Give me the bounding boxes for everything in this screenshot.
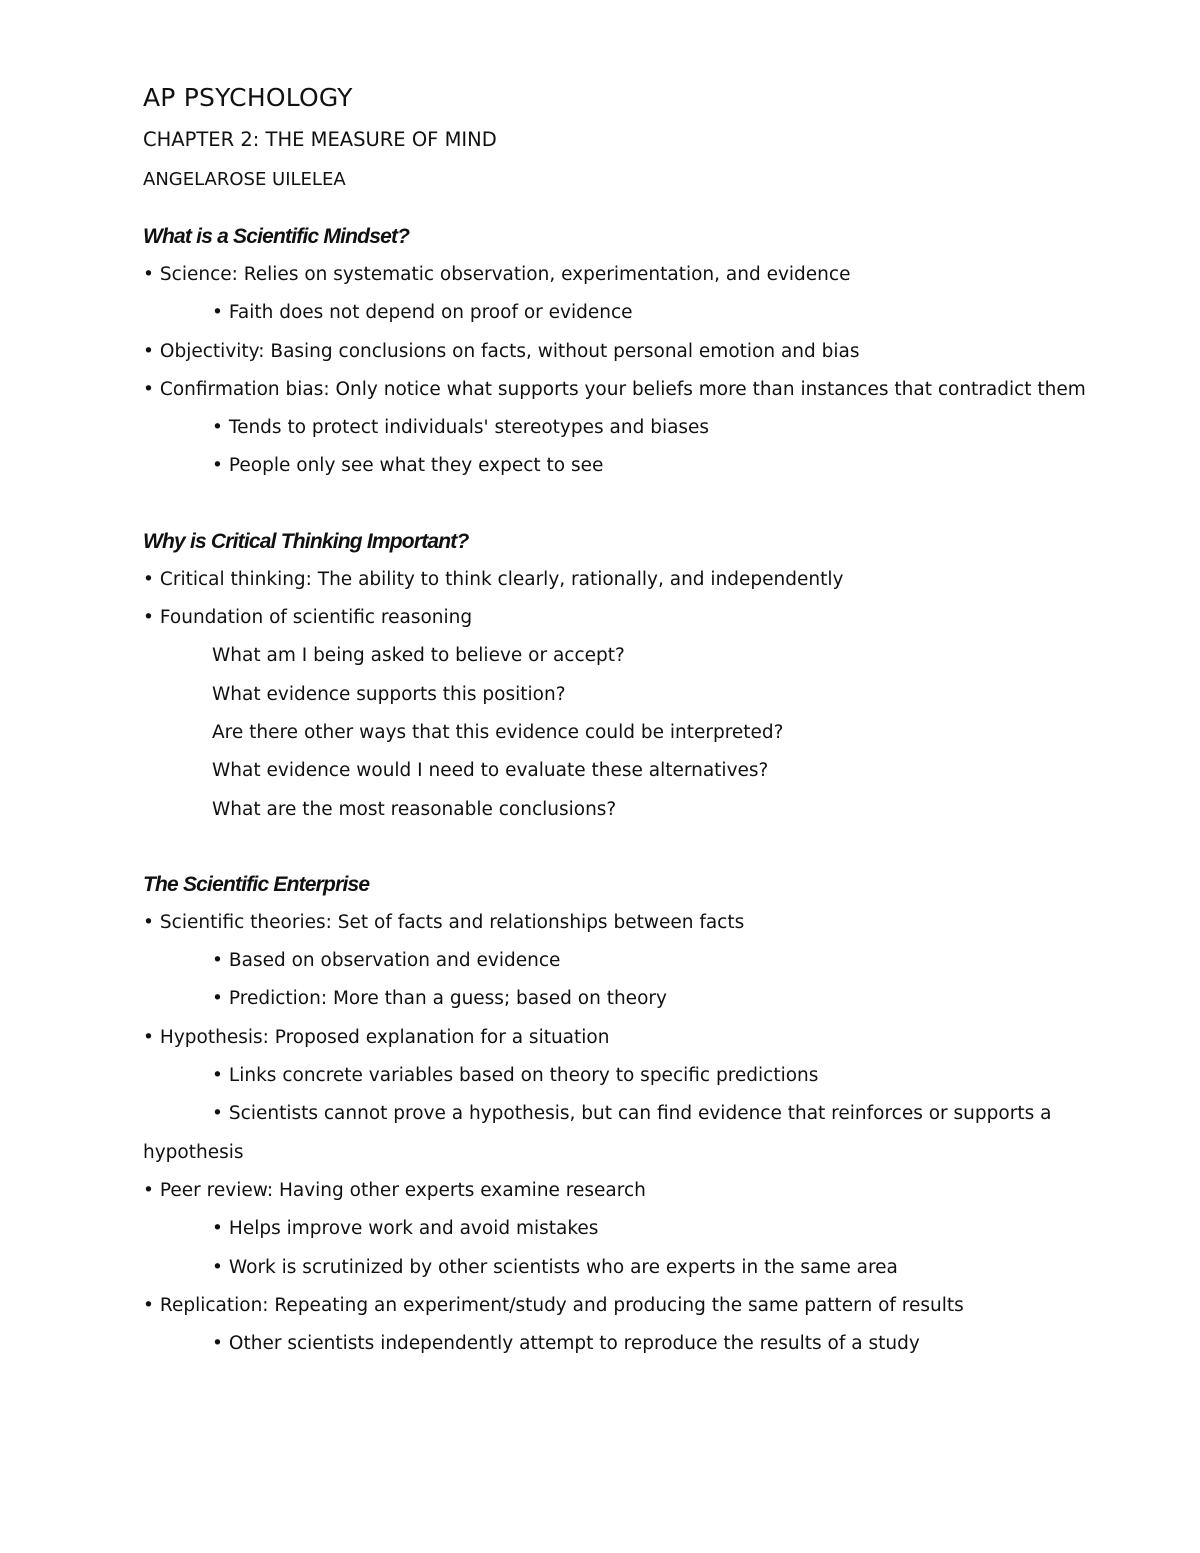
bullet-icon: •	[143, 1294, 154, 1316]
list-item: • Scientists cannot prove a hypothesis, but can find evidence that reinforces or supports a hypothesis	[143, 1103, 1052, 1163]
bullet-icon: •	[212, 1333, 223, 1355]
document-title: AP PSYCHOLOGY	[143, 83, 353, 112]
list-item: • Critical thinking: The ability to think clearly, rationally, and independently	[143, 568, 844, 590]
section-heading: Why is Critical Thinking Important?	[143, 529, 469, 553]
list-item: • Other scientists independently attempt to reproduce the results of a study	[212, 1333, 920, 1355]
list-item: • Peer review: Having other experts examine research	[143, 1179, 646, 1201]
list-item: • Science: Relies on systematic observation, experimentation, and evidence	[143, 264, 851, 285]
bullet-icon: •	[212, 455, 223, 477]
question-item: What am I being asked to believe or accept?	[212, 645, 625, 667]
question-item: What evidence would I need to evaluate these alternatives?	[212, 760, 769, 782]
list-item: • People only see what they expect to see	[212, 455, 604, 477]
list-item: • Objectivity: Basing conclusions on facts, without personal emotion and bias	[143, 340, 860, 362]
list-item: • Confirmation bias: Only notice what supports your beliefs more than instances that contradict them	[143, 378, 1086, 400]
bullet-icon: •	[143, 607, 154, 629]
section-heading: The Scientific Enterprise	[143, 872, 370, 896]
section-scientific-enterprise	[143, 870, 1093, 1364]
question-item: Are there other ways that this evidence could be interpreted?	[212, 721, 784, 743]
bullet-icon: •	[143, 1026, 154, 1048]
section-critical-thinking	[143, 527, 1093, 829]
bullet-icon: •	[143, 568, 154, 590]
section-scientific-mindset	[143, 222, 1093, 486]
list-item: • Faith does not depend on proof or evidence	[212, 302, 633, 324]
bullet-icon: •	[212, 1103, 223, 1125]
list-item: • Work is scrutinized by other scientists who are experts in the same area	[212, 1256, 898, 1278]
bullet-icon: •	[212, 988, 223, 1010]
bullet-icon: •	[212, 1065, 223, 1087]
chapter-title: CHAPTER 2: THE MEASURE OF MIND	[143, 128, 497, 151]
list-item: • Tends to protect individuals' stereotypes and biases	[212, 417, 710, 439]
bullet-icon: •	[212, 1256, 223, 1278]
question-item: What are the most reasonable conclusions?	[212, 798, 617, 820]
question-item: What evidence supports this position?	[212, 683, 566, 705]
list-item: • Replication: Repeating an experiment/study and producing the same pattern of results	[143, 1294, 964, 1316]
list-item: • Hypothesis: Proposed explanation for a situation	[143, 1026, 610, 1048]
bullet-icon: •	[143, 911, 154, 933]
section-heading: What is a Scientific Mindset?	[143, 225, 410, 248]
list-item: • Foundation of scientific reasoning	[143, 607, 473, 629]
bullet-icon: •	[212, 302, 223, 324]
list-item: • Scientific theories: Set of facts and relationships between facts	[143, 911, 745, 933]
list-item: • Links concrete variables based on theory to specific predictions	[212, 1065, 819, 1087]
bullet-icon: •	[212, 950, 223, 972]
document-page	[143, 80, 1093, 1363]
list-item: • Helps improve work and avoid mistakes	[212, 1218, 599, 1240]
bullet-icon: •	[212, 1218, 223, 1240]
bullet-icon: •	[212, 417, 223, 439]
bullet-icon: •	[143, 1179, 154, 1201]
list-item: • Based on observation and evidence	[212, 950, 561, 972]
author-name: ANGELAROSE UILELEA	[143, 169, 346, 190]
list-item: • Prediction: More than a guess; based on theory	[212, 988, 667, 1010]
bullet-icon: •	[143, 378, 154, 400]
bullet-icon: •	[143, 340, 154, 362]
bullet-icon: •	[143, 264, 154, 285]
